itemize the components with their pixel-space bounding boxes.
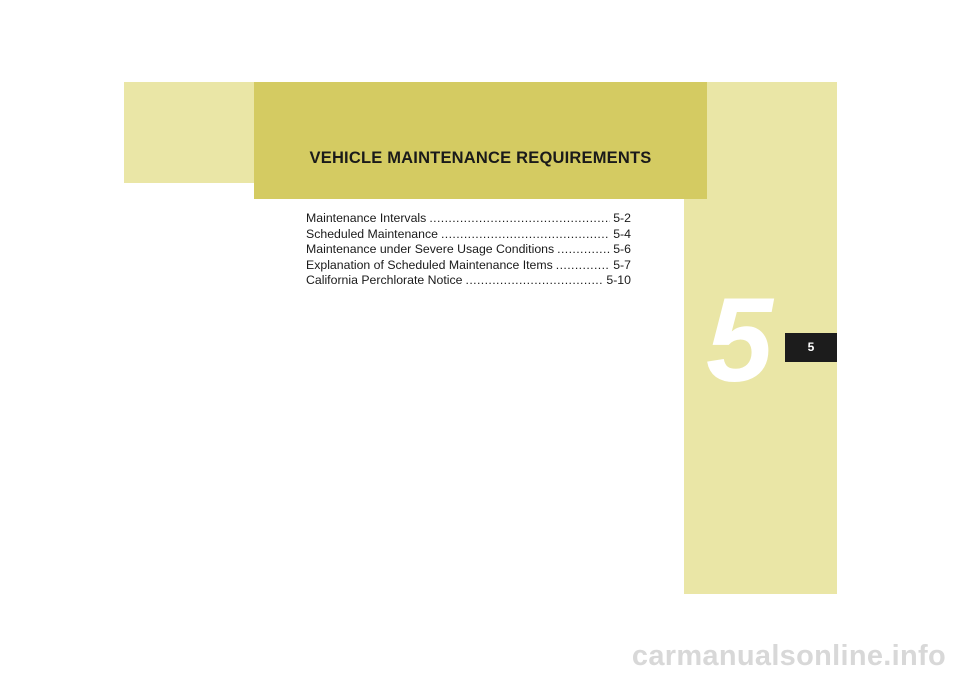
toc-entry[interactable]: [306, 227, 631, 243]
toc-entry-page: 5-6: [613, 242, 631, 256]
chapter-header: [254, 82, 707, 199]
left-decorative-band: [124, 82, 254, 183]
toc-entry-title: Maintenance Intervals: [306, 211, 427, 225]
toc-dot-leader: [557, 242, 610, 258]
chapter-tab[interactable]: 5: [785, 333, 837, 362]
right-top-decorative-band: [707, 82, 837, 199]
toc-entry-title: Explanation of Scheduled Maintenance Items: [306, 257, 553, 272]
toc-dot-leader: [556, 258, 610, 274]
toc-dot-leader: [429, 211, 610, 227]
toc-entry[interactable]: [306, 211, 631, 227]
toc-entry[interactable]: [306, 273, 631, 289]
toc-entry-page: 5-4: [613, 226, 631, 241]
toc-entry-page: 5-10: [606, 273, 631, 287]
toc-entry-title: California Perchlorate Notice: [306, 273, 463, 287]
toc-entry-title: Scheduled Maintenance: [306, 226, 438, 241]
toc-entry[interactable]: [306, 258, 631, 274]
toc-entry[interactable]: [306, 242, 631, 258]
toc-entry-title: Maintenance under Severe Usage Conditions: [306, 242, 555, 256]
toc-dot-leader: [441, 227, 610, 243]
toc-dot-leader: [466, 273, 604, 289]
table-of-contents: [306, 211, 631, 289]
toc-entry-page: 5-2: [613, 211, 631, 225]
toc-entry-page: 5-7: [613, 257, 631, 272]
chapter-title: VEHICLE MAINTENANCE REQUIREMENTS: [309, 149, 652, 167]
chapter-number-large: 5: [706, 273, 773, 407]
watermark: carmanualsonline.info: [631, 640, 946, 672]
